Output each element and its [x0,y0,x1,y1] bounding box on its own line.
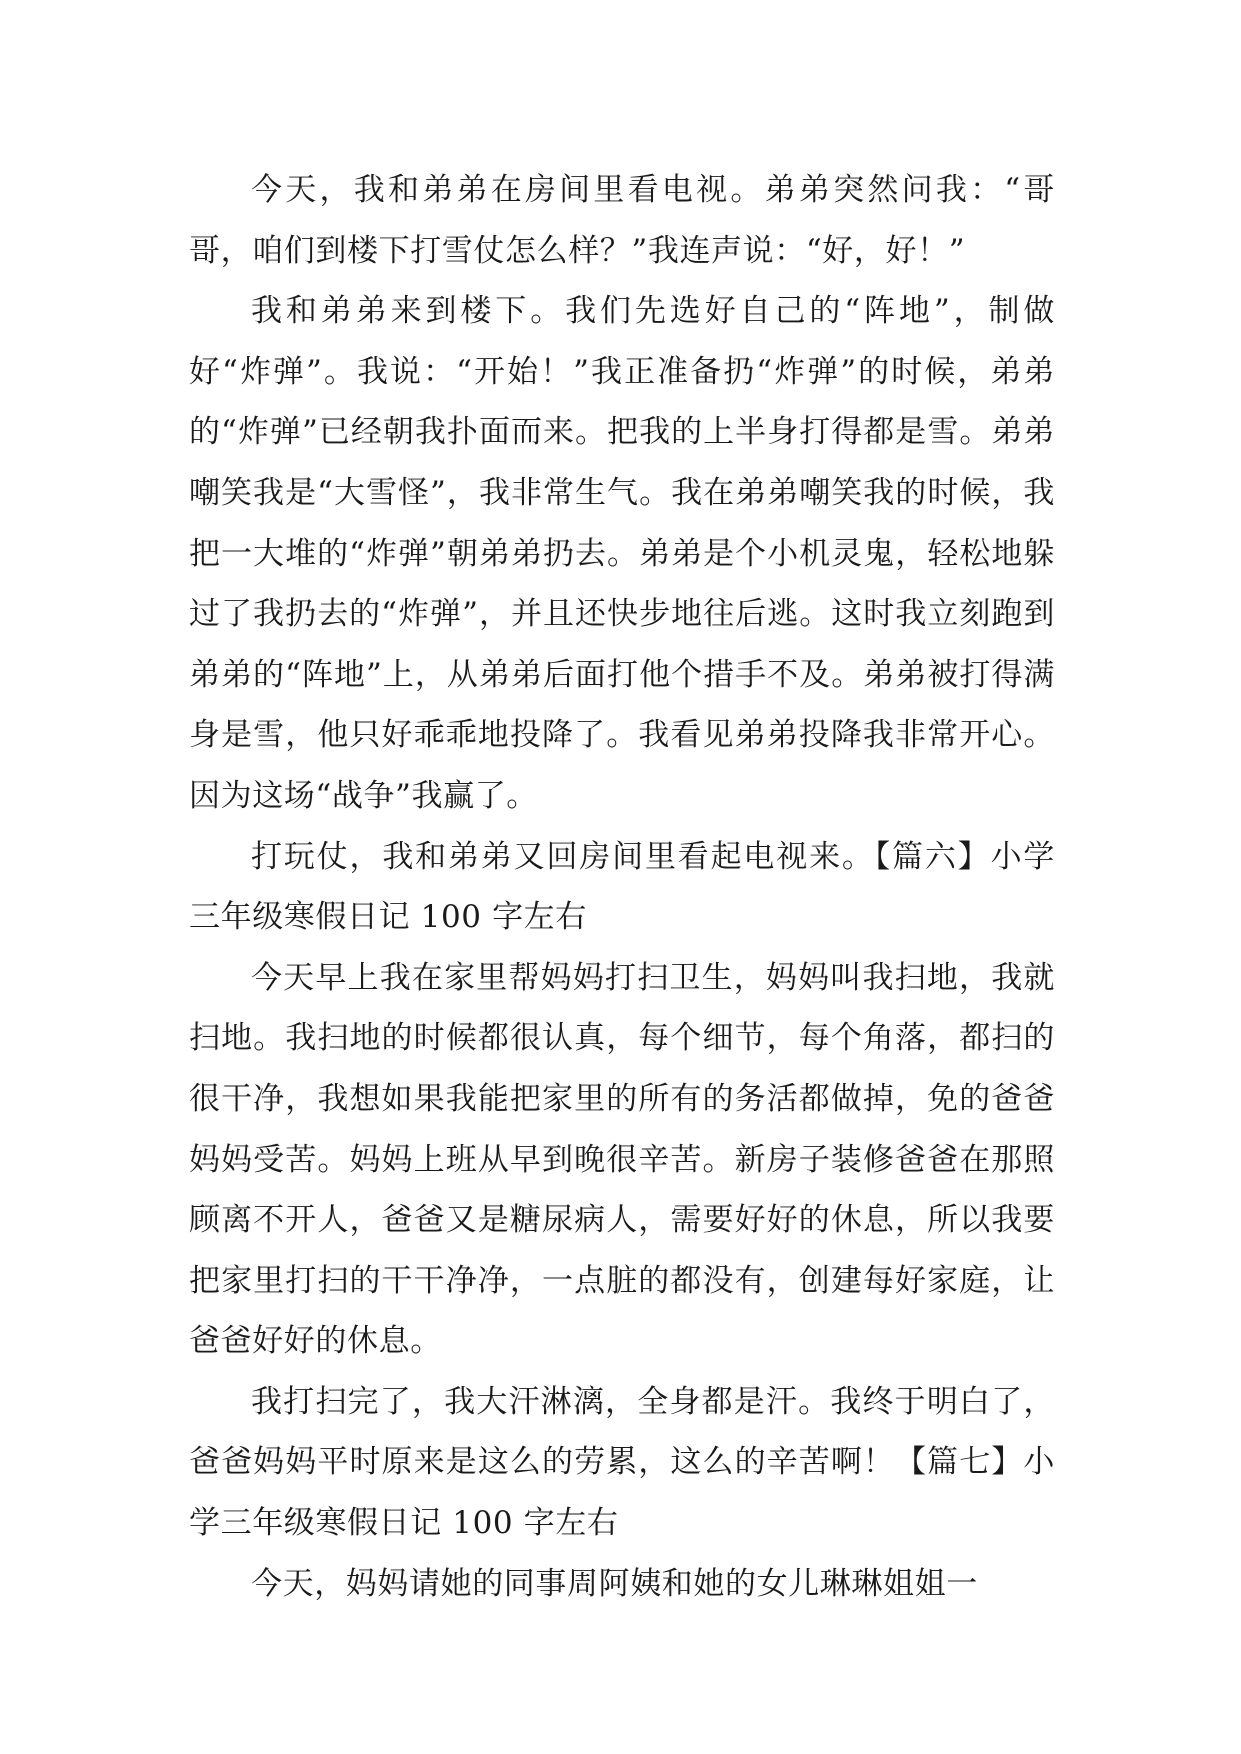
document-body [189,160,1055,1614]
paragraph-5: 我打扫完了，我大汗淋漓，全身都是汗。我终于明白了，爸爸妈妈平时原来是这么的劳累，这么的辛苦啊！【篇七】小学三年级寒假日记 100 字左右 [189,1383,1055,1542]
paragraph-3: 打玩仗，我和弟弟又回房间里看起电视来。【篇六】小学三年级寒假日记 100 字左右 [189,838,1055,936]
paragraph-6: 今天，妈妈请她的同事周阿姨和她的女儿琳琳姐姐一 [251,1565,978,1602]
paragraph-1: 今天，我和弟弟在房间里看电视。弟弟突然问我：“哥哥，咱们到楼下打雪仗怎么样？”我连声说：“好，好！” [189,172,1055,269]
paragraph-2: 我和弟弟来到楼下。我们先选好自己的“阵地”，制做好“炸弹”。我说：“开始！”我正准备扔“炸弹”的时候，弟弟的“炸弹”已经朝我扑面而来。把我的上半身打得都是雪。弟弟嘲笑我是“大雪怪”，我非常生气。我在弟弟嘲笑我的时候，我把一大堆的“炸弹”朝弟弟扔去。弟弟是个小机灵鬼，轻松地躲过了我扔去的“炸弹”，并且还快步地往后逃。这时我立刻跑到弟弟的“阵地”上，从弟弟后面打他个措手不及。弟弟被打得满身是雪，他只好乖乖地投降了。我看见弟弟投降我非常开心。因为这场“战争”我赢了。 [189,293,1055,814]
paragraph-4: 今天早上我在家里帮妈妈打扫卫生，妈妈叫我扫地，我就扫地。我扫地的时候都很认真，每个细节，每个角落，都扫的很干净，我想如果我能把家里的所有的务活都做掉，免的爸爸妈妈受苦。妈妈上班从早到晚很辛苦。新房子装修爸爸在那照顾离不开人，爸爸又是糖尿病人，需要好好的休息，所以我要把家里打扫的干干净净，一点脏的都没有，创建每好家庭，让爸爸好好的休息。 [189,959,1055,1360]
